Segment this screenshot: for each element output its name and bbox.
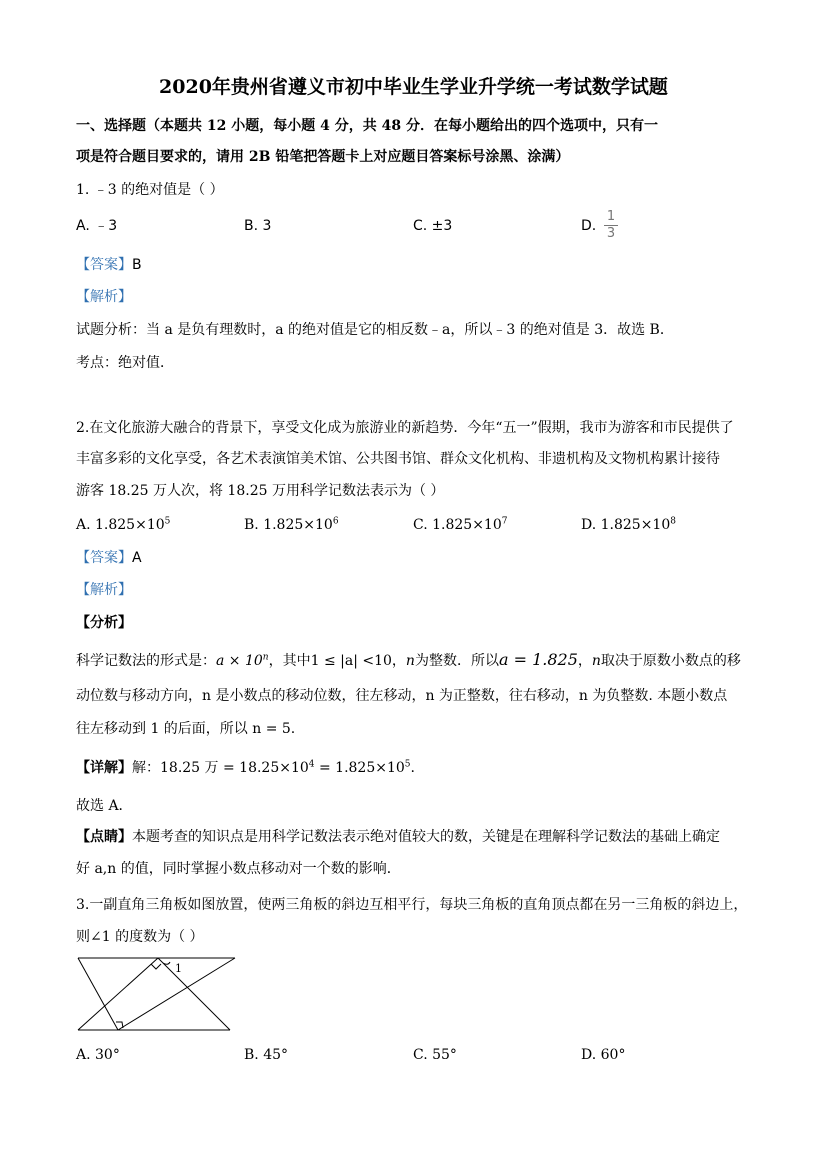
q2-stem-line-3: 游客 18.25 万人次，将 18.25 万用科学记数法表示为（ ） (76, 483, 445, 499)
angle-1-label: 1 (175, 962, 182, 975)
q2-fenxi-line-2: 动位数与移动方向，n 是小数点的移动位数，往左移动，n 为正整数，往右移动，n 为负整数. 本题小数点 (76, 688, 728, 704)
answer-tag: 【答案】 (76, 550, 132, 566)
q3-stem-line-2: 则∠1 的度数为（ ） (76, 929, 204, 945)
section-heading-line-1: 一、选择题（本题共 12 小题，每小题 4 分，共 48 分．在每小题给出的四个选项中，只有一 (76, 118, 658, 134)
q3-option-d: D. 60° (581, 1047, 626, 1063)
answer-tag: 【答案】 (76, 257, 132, 273)
q2-fenxi-line-1: 科学记数法的形式是：$a \times 10^n$，其中1 ≤ |a| <10，n为整数．所以a = 1.825，n取决于原数小数点的移 (76, 650, 741, 669)
page-title: 2020年贵州省遵义市初中毕业生学业升学统一考试数学试题 (159, 76, 668, 98)
q2-option-c: C. $1.825\times 10^7$ (413, 516, 508, 533)
q1-option-d-label: D. (581, 218, 597, 234)
q1-analysis-tag: 【解析】 (76, 289, 132, 305)
section-heading-line-2: 项是符合题目要求的，请用 2B 铅笔把答题卡上对应题目答案标号涂黑、涂满） (76, 149, 570, 165)
q2-answer (76, 548, 142, 568)
q3-stem-line-1: 3.一副直角三角板如图放置，使两三角板的斜边互相平行，每块三角板的直角顶点都在另一三角板的斜边上， (76, 897, 748, 913)
q2-fenxi-tag: 【分析】 (76, 615, 132, 631)
q2-option-b: B. $1.825\times 10^6$ (244, 516, 339, 533)
q1-stem: 1. ﹣3 的绝对值是（ ） (76, 182, 224, 198)
q3-option-a: A. 30° (76, 1047, 120, 1063)
answer-value: A (132, 550, 142, 566)
q1-option-d-fraction (604, 210, 618, 241)
q3-triangle-figure (70, 952, 240, 1036)
q1-option-a: A. ﹣3 (76, 218, 118, 234)
fraction-numerator: 1 (606, 209, 616, 224)
q1-option-b: B. 3 (244, 218, 272, 234)
q2-comment-line-1: 【点睛】本题考查的知识点是用科学记数法表示绝对值较大的数，关键是在理解科学记数法的基础上确定 (76, 829, 720, 845)
q2-stem-line-1: 2.在文化旅游大融合的背景下，享受文化成为旅游业的新趋势．今年“五一”假期，我市为游客和市民提供了 (76, 420, 734, 436)
q2-analysis-tag: 【解析】 (76, 582, 132, 598)
fraction-denominator: 3 (606, 226, 616, 241)
q1-answer (76, 255, 142, 275)
q2-choose: 故选 A． (76, 798, 133, 814)
answer-value: B (132, 257, 142, 273)
q1-point: 考点：绝对值． (76, 355, 174, 371)
q2-detail: 【详解】解：18.25 万 = $18.25\times 10^4 = 1.825\times 10^5$. (76, 759, 415, 776)
q2-comment-line-2: 好 a,n 的值，同时掌握小数点移动对一个数的影响． (76, 861, 401, 877)
q3-option-b: B. 45° (244, 1047, 289, 1063)
q3-option-c: C. 55° (413, 1047, 457, 1063)
q2-stem-line-2: 丰富多彩的文化享受，各艺术表演馆美术馆、公共图书馆、群众文化机构、非遗机构及文物机构累计接待 (76, 451, 720, 467)
q1-analysis: 试题分析：当 a 是负有理数时，a 的绝对值是它的相反数﹣a，所以﹣3 的绝对值是 3．故选 B． (76, 322, 674, 338)
q1-option-c: C. ±3 (413, 218, 453, 234)
q2-fenxi-line-3: 往左移动到 1 的后面，所以 n = 5. (76, 721, 296, 737)
q2-option-a: A. $1.825\times 10^5$ (76, 516, 171, 533)
q2-option-d: D. $1.825\times 10^8$ (581, 516, 676, 533)
